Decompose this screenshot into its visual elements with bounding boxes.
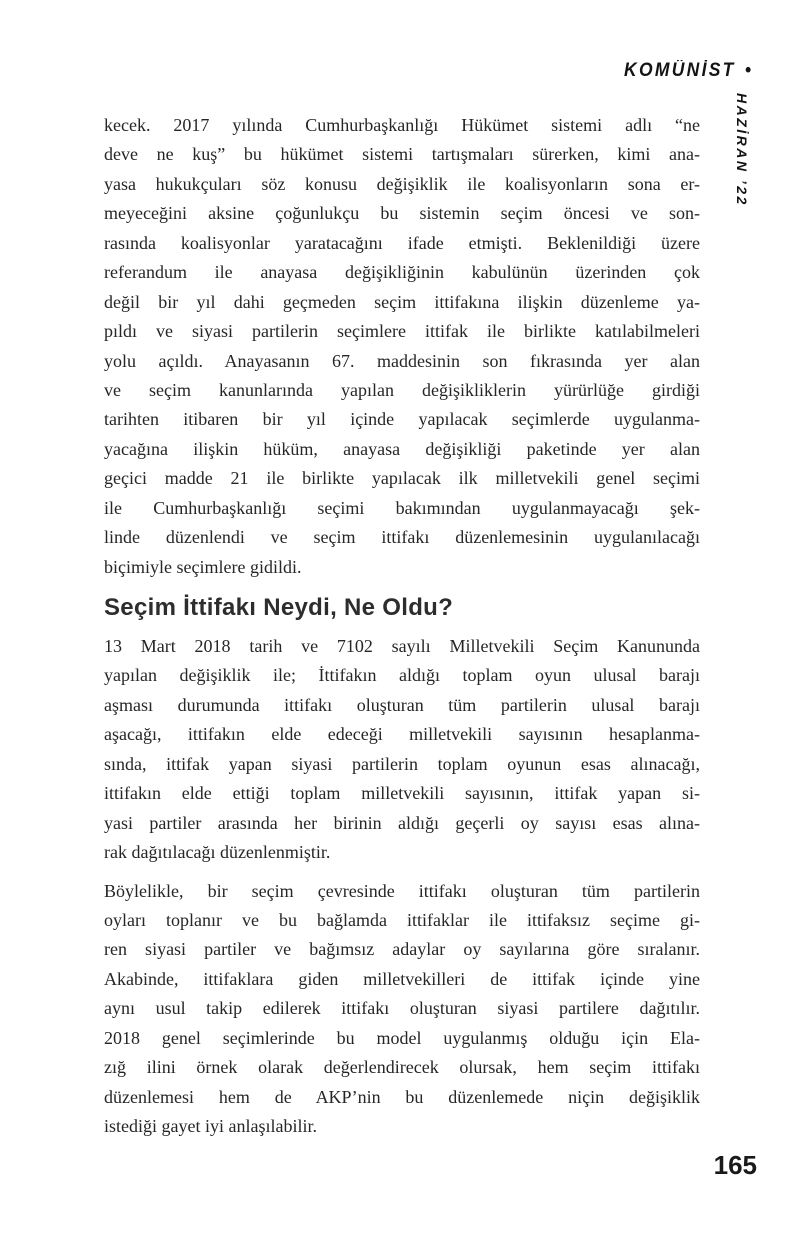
text-line: pıldı ve siyasi partilerin seçimlere ittifak ile birlikte katılabilmeleri	[104, 321, 700, 342]
text-line: aynı usul takip edilerek ittifakı oluşturan siyasi partilere dağıtılır.	[104, 998, 700, 1019]
text-line: biçimiyle seçimlere gidildi.	[104, 556, 302, 577]
section-heading: Seçim İttifakı Neydi, Ne Oldu?	[104, 594, 454, 621]
text-line: yolu açıldı. Anayasanın 67. maddesinin son fıkrasında yer alan	[104, 350, 700, 371]
page-number: 165	[713, 1150, 757, 1180]
text-line: ittifakın elde ettiği toplam milletvekili sayısının, ittifak yapan si-	[104, 783, 700, 804]
text-line: rasında koalisyonlar yaratacağını ifade etmişti. Beklenildiği üzere	[104, 232, 700, 253]
text-line: tarihten itibaren bir yıl içinde yapılacak seçimlerde uygulanma-	[104, 409, 700, 430]
text-line: ve seçim kanunlarında yapılan değişikliklerin yürürlüğe girdiği	[104, 379, 700, 400]
text-line: ile Cumhurbaşkanlığı seçimi bakımından uygulanmayacağı şek-	[104, 497, 700, 518]
text-line: 13 Mart 2018 tarih ve 7102 sayılı Milletvekili Seçim Kanununda	[104, 636, 700, 656]
text-line: aşacağı, ittifakın elde edeceği milletvekili sayısının hesaplanma-	[104, 724, 700, 745]
text-line: kecek. 2017 yılında Cumhurbaşkanlığı Hükümet sistemi adlı “ne	[104, 115, 700, 135]
text-line: Böylelikle, bir seçim çevresinde ittifakı oluşturan tüm partilerin	[104, 880, 700, 901]
header-bullet-icon: •	[744, 60, 751, 81]
text-line: istediği gayet iyi anlaşılabilir.	[104, 1116, 317, 1136]
opening-paragraph	[104, 111, 700, 582]
text-line: oyları toplanır ve bu bağlamda ittifaklar ile ittifaksız seçime gi-	[104, 909, 700, 930]
text-line: linde düzenlendi ve seçim ittifakı düzenlemesinin uygulanılacağı	[104, 527, 700, 548]
third-paragraph	[104, 877, 700, 1142]
text-line: Akabinde, ittifaklara giden milletvekilleri de ittifak içinde yine	[104, 968, 700, 989]
text-line: düzenlemesi hem de AKP’nin bu düzenlemede niçin değişiklik	[104, 1086, 700, 1107]
article-body	[104, 111, 700, 1141]
text-line: geçici madde 21 ile birlikte yapılacak ilk milletvekili genel seçimi	[104, 468, 700, 489]
text-line: yapılan değişiklik ile; İttifakın aldığı toplam oyun ulusal barajı	[104, 665, 700, 686]
text-line: yacağına ilişkin hüküm, anayasa değişikliği paketinde yer alan	[104, 438, 700, 459]
text-line: deve ne kuş” bu hükümet sistemi tartışmaları sürerken, kimi ana-	[104, 144, 700, 165]
text-line: yasa hukukçuları söz konusu değişiklik ile koalisyonların sona er-	[104, 173, 700, 194]
text-line: aşması durumunda ittifakı oluşturan tüm partilerin ulusal barajı	[104, 694, 700, 715]
text-line: meyeceğini aksine çoğunlukçu bu sistemin seçim öncesi ve son-	[104, 203, 700, 224]
issue-date-vertical-label: HAZİRAN ’22	[734, 93, 750, 207]
text-line: rak dağıtılacağı düzenlenmiştir.	[104, 842, 331, 863]
text-line: değil bir yıl dahi geçmeden seçim ittifakına ilişkin düzenleme ya-	[104, 291, 700, 312]
second-paragraph	[104, 632, 700, 868]
text-line: referandum ile anayasa değişikliğinin kabulünün üzerinden çok	[104, 262, 700, 283]
text-line: ren siyasi partiler ve bağımsız adaylar oy sayılarına göre sıralanır.	[104, 939, 700, 960]
text-line: yasi partiler arasında her birinin aldığı geçerli oy sayısı esas alına-	[104, 812, 700, 833]
magazine-title: KOMÜNİST	[624, 60, 736, 81]
text-line: sında, ittifak yapan siyasi partilerin toplam oyunun esas alınacağı,	[104, 753, 700, 774]
running-header	[624, 60, 751, 82]
text-line: zığ ilini örnek olarak değerlendirecek olursak, hem seçim ittifakı	[104, 1057, 700, 1078]
text-line: 2018 genel seçimlerinde bu model uygulanmış olduğu için Ela-	[104, 1027, 700, 1048]
